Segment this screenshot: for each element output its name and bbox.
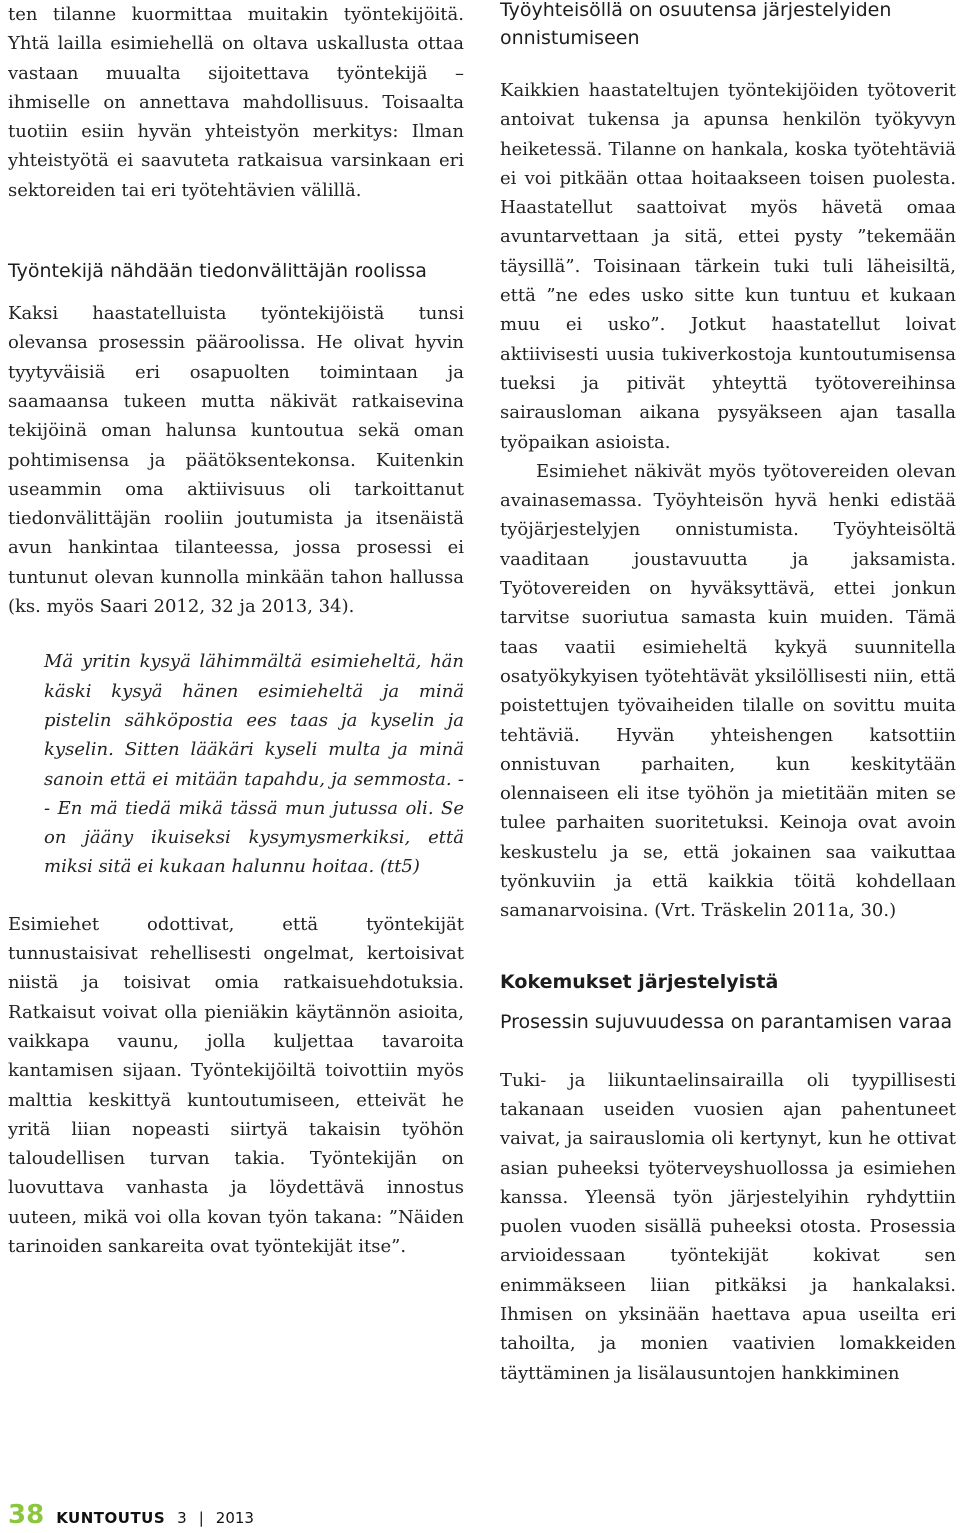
body-paragraph: Kaksi haastatelluista työntekijöistä tunsi olevansa prosessin pääroolissa. He olivat hyvin tyytyväisiä eri osapuolten toimintaan ja saamaansa tukeen mutta näkivät ratkaisevina tekijöinä oman halunsa kuntoutua sekä oman pohtimisensa ja päätöksentekonsa. Kuitenkin useammin oma aktiivisuus oli tarkoittanut tiedonvälittäjän rooliin joutumista ja itsenäistä avun hankintaa tilanteessa, jossa prosessi ei tuntunut olevan kunnolla minkään tahon hallussa (ks. myös Saari 2012, 32 ja 2013, 34). bbox=[8, 303, 464, 618]
subheading: Työyhteisöllä on osuutensa järjestelyiden onnistumiseen bbox=[500, 0, 892, 49]
page-footer bbox=[8, 1500, 254, 1532]
section-heading: Kokemukset järjestelyistä bbox=[500, 970, 779, 993]
body-paragraph: Kaikkien haastateltujen työntekijöiden työtoverit antoivat tukensa ja apunsa henkilön työkyvyn heiketessä. Tilanne on hankala, koska työtehtäviä ei voi pitkään ottaa hoitaakseen toisen puolesta. Haastatellut saattoivat myös hävetä omaa avuntarvettaan ja sitä, ettei pysty ”tekemään täysillä”. Toisinaan tärkein tuki tuli läheisiltä, että ”ne edes usko sitte kun tuntuu et kukaan muu ei usko”. Jotkut haastatellut loivat aktiivisesti uusia tukiverkostoja kuntoutumisensa tueksi ja pitivät yhteyttä työtovereihinsa sairausloman aikana pysyäkseen ajan tasalla työpaikan asioista. bbox=[500, 80, 956, 453]
interview-quote: Mä yritin kysyä lähimmältä esimieheltä, hän käski kysyä hänen esimieheltä ja minä pistelin sähköpostia ees taas ja kyselin ja kyselin. Sitten lääkäri kyseli multa ja minä sanoin että ei mitään tapahdu, ja semmosta. - - En mä tiedä mikä tässä mun jutussa oli. Se on jääny ikuiseksi kysymysmerkiksi, että miksi sitä ei kukaan halunnu hoitaa. (tt5) bbox=[44, 651, 464, 878]
body-paragraph: Esimiehet odottivat, että työntekijät tunnustaisivat rehellisesti ongelmat, kertoisivat niistä ja toisivat omia ratkaisuehdotuksia. Ratkaisut voivat olla pieniäkin käytännön asioita, vaikkapa vaunu, jolla kuljettaa tavaroita kantamisen sijaan. Työntekijöiltä toivottiin myös malttia keskittyä kuntoutumiseen, etteivät he yritä liian nopeasti siirtyä takaisin työhön taloudellisen turvan takia. Työntekijän on luovuttava vanhasta ja löydettävä innostus uuteen, mikä voi olla kovan työn takana: ”Näiden tarinoiden sankareita ovat työntekijät itse”. bbox=[8, 913, 464, 1257]
subheading: Prosessin sujuvuudessa on parantamisen varaa bbox=[500, 1010, 953, 1033]
footer-separator: | bbox=[198, 1509, 204, 1527]
body-paragraph: Esimiehet näkivät myös työtovereiden olevan avainasemassa. Työyhteisön hyvä henki edistää työjärjestelyjen onnistumista. Työyhteisöltä vaaditaan joustavuutta ja jaksamista. Työtovereiden on hyväksyttävä, ettei jonkun tarvitse suoriutua samasta kuin muiden. Tämä taas vaatii esimieheltä kykyä suunnitella osatyökykyisen työtehtävät yksilöllisesti niin, että poistettujen työvaiheiden tilalle on sovittu muita tehtäviä. Hyvän yhteishengen katsottiin onnistuvan parhaiten, kun keskitytään olennaiseen eli itse työhön ja mietitään miten se tulee parhaiten suoritetuksi. Keinoja ovat avoin keskustelu ja se, että jokainen saa vaikuttaa työnkuviin ja että kaikkia töitä kohdellaan samanarvoisina. (Vrt. Träskelin 2011a, 30.) bbox=[500, 460, 956, 922]
page-number: 38 bbox=[8, 1500, 45, 1530]
issue-number: 3 bbox=[177, 1509, 187, 1527]
subheading: Työntekijä nähdään tiedonvälittäjän roolissa bbox=[8, 260, 427, 283]
right-column bbox=[500, 0, 956, 1388]
left-column bbox=[8, 0, 464, 1261]
body-paragraph: ten tilanne kuormittaa muitakin työntekijöitä. Yhtä lailla esimiehellä on oltava uskallusta ottaa vastaan muualta sijoitettava työntekijä – ihmiselle on annettava mahdollisuus. Toisaalta tuotiin esiin hyvän yhteistyön merkitys: Ilman yhteistyötä ei saavuteta ratkaisua varsinkaan eri sektoreiden tai eri työtehtävien välillä. bbox=[8, 4, 464, 201]
journal-name: KUNTOUTUS bbox=[56, 1509, 166, 1527]
issue-year: 2013 bbox=[215, 1509, 254, 1527]
body-paragraph: Tuki- ja liikuntaelinsairailla oli tyypillisesti takanaan useiden vuosien ajan pahentuneet vaivat, ja sairauslomia oli kertynyt, kun he ottivat asian puheeksi työterveyshuollossa ja esimiehen kanssa. Yleensä työn järjestelyihin ryhdyttiin puolen vuoden sisällä puheeksi otosta. Prosessia arvioidessaan työntekijät kokivat sen enimmäkseen liian pitkäksi ja hankalaksi. Ihmisen on yksinään haettava apua useilta eri tahoilta, ja monien vaativien lomakkeiden täyttäminen ja lisälausuntojen hankkiminen bbox=[500, 1069, 956, 1384]
